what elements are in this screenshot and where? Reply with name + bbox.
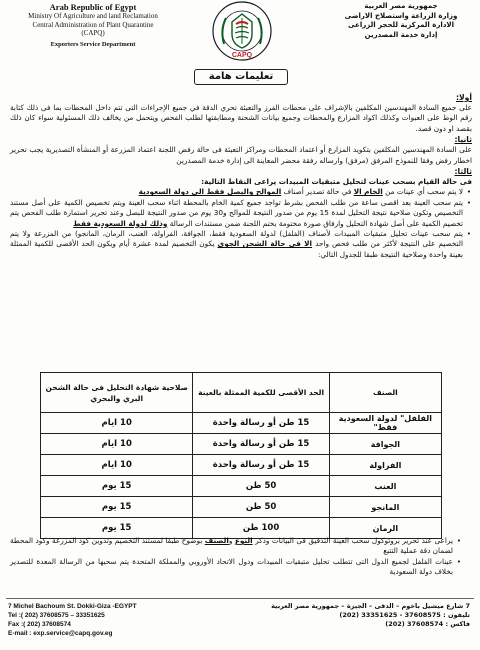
cell-validity: 15 يوم	[41, 476, 193, 497]
table-row	[41, 455, 442, 476]
note-item	[10, 557, 462, 578]
bullet-emphasis: وذلك لدولة السعودية فقط	[73, 218, 168, 228]
footer-tel-ar: تليفون : 37608575 - 33351625 (202)	[339, 611, 470, 619]
note-text: و	[228, 536, 235, 545]
bullet-emphasis: الخام الا	[353, 187, 383, 197]
col-header-crop: الصنف	[329, 373, 441, 413]
cell-crop: الرمان	[329, 518, 441, 539]
header-arabic	[336, 2, 466, 40]
section-first-heading: أولا:	[455, 93, 472, 102]
cell-qty: 100 طن	[193, 518, 329, 539]
sampling-table	[40, 372, 442, 539]
cell-qty: 15 طن أو رسالة واحدة	[193, 413, 329, 434]
logo-text: CAPQ	[231, 52, 253, 59]
table-row	[41, 476, 442, 497]
bullet-item	[10, 187, 472, 197]
header-english	[18, 2, 168, 50]
section-first-text: على جميع السادة المهندسين المكلفين بالإشراف على محطات الفرز والتعبئة تحري الدقة في جميع الإجراءات التى تتم داخل المحطات بما فى ذلك كتابة رقم الوط على العبوات وكذلك اكواد المزارع والمحطات وجميع بيانات الشحنة ومطابقتها لطلب الفحص ويتحمل من يخالف ذلك المسئولية سواء كان ذلك بقصد او دون قصد.	[10, 103, 472, 133]
footer-email-link[interactable]: E-mail : exp.service@capq.gov.eg	[8, 630, 113, 637]
header-ministry-ar: وزارة الزراعة واستصلاح الاراضى	[344, 11, 458, 20]
cell-crop: الفلفل" لدولة السعودية فقط"	[329, 413, 441, 434]
footer-fax-en: Fax :( 202) 37608574	[8, 621, 71, 628]
header-country-en: Arab Republic of Egypt	[49, 2, 137, 12]
footer-english	[8, 602, 208, 638]
section-third-intro: فى حالة القيام بسحب عينات لتحليل متبقيات المبيدات يراعى النقاط التالية:	[201, 177, 472, 187]
col-header-max-qty: الحد الأقصى للكمية الممثلة بالعينة	[193, 373, 329, 413]
header-country-ar: جمهورية مصر العربية	[364, 2, 438, 10]
cell-validity: 10 ايام	[41, 434, 193, 455]
header-dept-en: Exporters Service Department	[50, 41, 136, 48]
table-row	[41, 497, 442, 518]
header-admin-ar: الادارة المركزية للحجر الزراعى	[347, 21, 455, 29]
cell-validity: 10 ايام	[41, 413, 193, 434]
table-row	[41, 434, 442, 455]
section-second-heading: ثانيا:	[454, 135, 472, 145]
note-emphasis: الصنف	[204, 536, 229, 545]
footer-tel-en: Tel :( 202) 37608575 – 33351625	[8, 612, 105, 619]
cell-crop: الفراولة	[329, 455, 441, 476]
document-title: تعليمات هامة	[194, 69, 288, 85]
bullet-emphasis: الموالح والبصل فقط الى دولة السعودية	[138, 187, 282, 197]
header-dept-ar: إدارة خدمة المصدرين	[364, 30, 438, 39]
bullet-text: يتم سحب عينات تحليل متبقيات المبيدات لأصناف (الفلفل) لدولة السعودية فقط، الجوافة، الفراولة، العنب، الرمان، المانجو) من المزرعة ولا يتم التخصيم على النتيجة لأكثر من طلب فحص واحد	[10, 229, 463, 249]
cell-qty: 50 طن	[193, 497, 329, 518]
cell-crop: المانجو	[329, 497, 441, 518]
note-text: يراعى عند تحرير بروتوكول سحب العينة التدقيق فى البيانات وذكر	[252, 536, 453, 545]
notes-list	[10, 536, 462, 578]
footer-divider	[6, 598, 474, 599]
header-abbr-en: (CAPQ)	[81, 29, 105, 37]
cell-qty: 15 طن أو رسالة واحدة	[193, 455, 329, 476]
cell-validity: 15 يوم	[41, 497, 193, 518]
bullet-emphasis: الا في حالة الشحن الجوي	[217, 239, 313, 249]
cell-crop: الجوافة	[329, 434, 441, 455]
note-emphasis: النوع	[234, 536, 253, 545]
bullet-text: في حالة تصدير أصناف	[281, 187, 354, 197]
bullet-text: يتم سحب العينة بعد اقصى ساعة من طلب الفحص بشرط تواجد جميع كمية الخام بالمحطة اثناء سحب العينة ويتم تخصيص الكمية على أصل مستند التخصيص وتكون صلاحية نتيجة التحليل لمدة 15 يوم من صدور النتيجة للموالح و30 يوم من صدور النتيجة للبصل وعند تحرير استمارة طلب الفحص يتم تخصيم الكمية على أصل شهادة التحليل وارفاق صورة مختومة بختم اللجنة ضمن مستندات الرسالة	[10, 197, 463, 228]
cell-validity: 15 يوم	[41, 518, 193, 539]
cell-crop: العنب	[329, 476, 441, 497]
section-third-heading: ثالثا:	[454, 167, 472, 177]
col-header-validity: صلاحية شهادة التحليل فى حالة الشحن البري والبحري	[41, 373, 193, 413]
footer-address-ar: 7 شارع ميشيل باخوم – الدقى – الجيزة – جمهورية مصر العربية	[271, 602, 470, 610]
note-text: بوضوح طبقا لمستند التخصيم وتدوين كود المزرعة وكود المحطة لضمان دقة عملية التتبع	[10, 536, 453, 556]
header-ministry-en: Ministry Of Agriculture and land Reclamation	[28, 12, 158, 20]
bullet-text: يكون التخصيم لمدة عشرة أيام ويكون الحد الأقصى للكمية الممثلة بعينة واحدة وصلاحية النتيجة طبقا للجدول التالي:	[10, 239, 463, 259]
bullet-text: لا يتم سحب أي عينات من	[382, 187, 463, 197]
note-text: عينات الفلفل لجميع الدول التى تتطلب تحليل متبقيات المبيدات ودول الاتحاد الأوروبي والمملكة المتحدة يتم سحبها من الرسالة المعدة للتصدير بخلاف دولة السعودية	[10, 556, 453, 577]
capq-logo	[210, 0, 274, 64]
bullet-item	[10, 198, 472, 229]
footer-address-en: 7 Michel Bachoum St. Dokki-Giza -EGYPT	[8, 603, 137, 610]
cell-validity: 10 ايام	[41, 455, 193, 476]
footer-arabic	[240, 602, 470, 629]
table-row	[41, 413, 442, 434]
instructions-body	[10, 92, 472, 260]
cell-qty: 15 طن أو رسالة واحدة	[193, 434, 329, 455]
bullet-item	[10, 229, 472, 260]
cell-qty: 50 طن	[193, 476, 329, 497]
note-item	[10, 536, 462, 557]
header-admin-en: Central Administration of Plant Quarantine	[32, 20, 154, 29]
footer-fax-ar: فاكس : 37608574 (202)	[385, 620, 470, 628]
section-second-text: على السادة المهندسين المكلفين بتكويد المزارع أو اعتماد المحطات ومراكز التعبئة فى حالة رفض اللجنة اعتماد المزرعة أو المنشأة التصديرية يجب تحرير اخطار رفض وفقا للنموذج المرفق (مرفق) وارساله رفقة محضر المعاينة الى إدارة خدمة المصدرين	[10, 145, 472, 165]
